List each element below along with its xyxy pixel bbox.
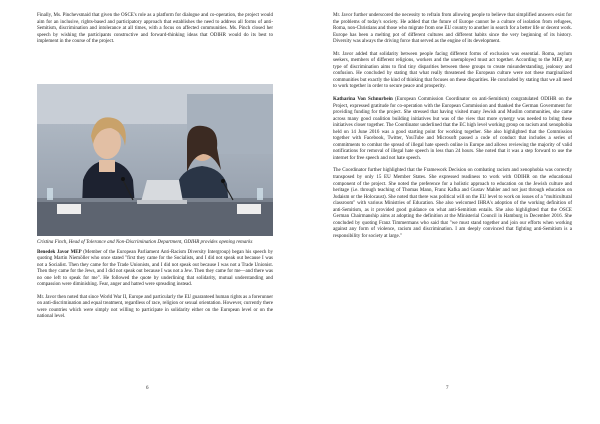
photo-caption: Cristina Finch, Head of Tolerance and Non-Discrimination Department, ODIHR provides opening remarks [37, 240, 253, 245]
left-lower-text [37, 240, 273, 321]
left-intro [37, 13, 273, 46]
right-paragraph-1: Mr. Javor further underscored the necessity to refrain from allowing people to believe that simplified answers exist for the problems of today's society. He added that the future of Europe cannot be a culture of isolation from refugees, Roma, non-Christians and those who migrate from one EU country to another in search for a better life or decent work. Europe has been a melting pot of different cultures and different habits since the very beginning of its history. Diversity was always the driving force that served as the engine of its development. [333, 13, 572, 45]
conference-photo [37, 84, 273, 236]
speaker-paragraph [37, 250, 273, 289]
right-paragraph-4: The Coordinator further highlighted that the Framework Decision on combating racism and xenophobia was correctly transposed by only 15 EU Member States. She expressed readiness to work with ODIHR on the educational component of the project. She noted the preference for a holistic approach to education on the Jewish culture and heritage (i.e. through teaching of Thomas Mann, Franz Kafka and Gustav Mahler and not just through education on Judaism or the Holocaust). She noted that there was political will on the EU level to work on issues of a "multicultural classroom" with various Ministries of Education. She also welcomed IHRA's adoption of the working definition of anti-Semitism, as it provided good guidance on what anti-Semitism entails. She also highlighted that the OSCE German Chairmanship aims at adopting the definition at the Ministerial Council in Hamburg in December 2016. She concluded by quoting Franz Timmermans who said that "we must stand together and join our efforts when working against any form of violence, racism and discrimination. I am deeply convinced that fighting anti-Semitism is a responsibility for society at large." [333, 168, 572, 239]
speaker-name: Benedek Javor MEP [37, 249, 82, 255]
right-paragraph-3 [333, 97, 572, 162]
intro-paragraph: Finally, Ms. Pinchevsmaid that given the OSCE's role as a platform for dialogue and co-operation, the project would aim for an inclusive, rights-based and participatory approach that establishes the need to address all forms of anti-Semitism, discrimination and intolerance at all times, with a focus on affected communities. Ms. Pinch closed her speech by wishing the participants constructive and forward-thinking ideas that ODIHR would do its best to implement in the course of the project. [37, 13, 273, 45]
right-paragraph-2: Mr. Javor added that solidarity between people facing different forms of exclusion was essential. Roma, asylum seekers, members of different religions, workers and the unemployed must act together. According to the MEP, any type of discrimination aims to find tiny disparities between these groups to create misunderstanding, jealousy and confusion. He concluded by stating that what really threatened the European culture were not these marginalized communities but exactly the kind of thinking that focuses on these disparities. He concluded by stating that we all need to work together in order to secure peace and prosperity. [333, 51, 572, 90]
speaker-text: (Member of the European Parliament Anti-Racism Diversity Intergroup) began his speech by quoting Martin Niemöller who once stated "first they came for the Socialists, and I did not speak out because I was not a Socialist. Then they came for the Trade Unionists, and I did not speak out because I was not a Trade Unionist. Then they came for the Jews, and I did not speak out because I was not a Jew. Then they came for me—and there was no one left to speak for me". He followed the quote by underlining that solidarity, mutual understanding and compassion were diminishing. Fear, anger and hatred were spreading instead. [37, 249, 273, 288]
right-column [333, 13, 572, 241]
closing-paragraph: Mr. Javor then noted that since World War II, Europe and particularly the EU guaranteed human rights as a forerunner on anti-discrimination and equal treatment, regardless of race, religion or sexual orientation. However, currently there were countries which were simply not willing to participate in solidarity either on the European level or on the national level. [37, 294, 274, 320]
coordinator-name: Katharina Von Schnurbein [333, 97, 393, 103]
coordinator-text: (European Commission Coordinator on anti-Semitism) congratulated ODIHR on the Project, expressed gratitude for co-operation with the European Commission and thanked the German Government for providing funding for the project. She stressed that having visited many Jewish and Muslim communities, she came across many good coalition building initiatives but was of the view that more synergy was needed to bring these initiatives closer together. The Coordinator underlined that the EC high level working group on racism and xenophobia held on 14 June 2016 was a good starting point for working together. She also highlighted that the Commission together with Facebook, Twitter, YouTube and Microsoft passed a code of conduct that includes a series of commitments to combat the spread of illegal hate speech online in Europe and allows reviewing the majority of valid notifications for removal of illegal hate speech in less than 24 hours. She noted that it was a step forward to use the internet for free speech and not hate speech. [333, 97, 572, 161]
page-number-right: 7 [446, 386, 449, 391]
conference-photo-illustration [37, 84, 273, 236]
page-number-left: 6 [146, 386, 149, 391]
